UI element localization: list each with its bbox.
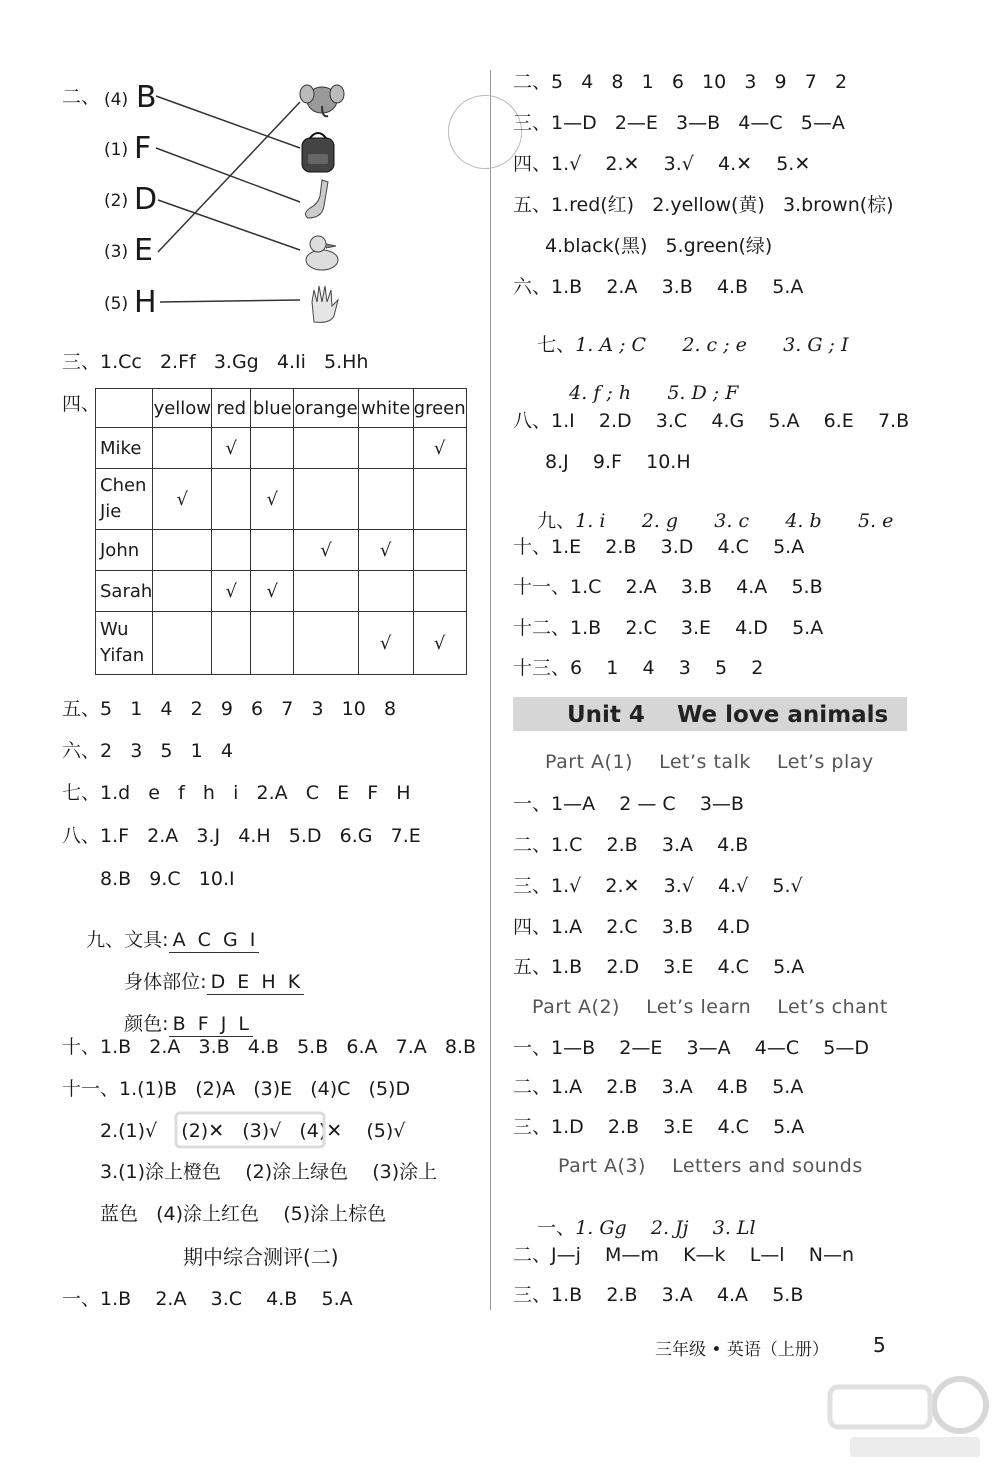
duck-icon <box>300 230 348 276</box>
handwritten-answer: 4. b <box>785 510 822 532</box>
table-cell <box>294 612 358 675</box>
match-letter: H <box>134 285 157 320</box>
table-header: red <box>212 389 251 428</box>
handwritten-answer: 3. G ; I <box>783 334 849 356</box>
answer-line: 二、5 4 8 1 6 10 3 9 7 2 <box>513 71 848 93</box>
fill-in-answer: A C G I <box>169 929 260 953</box>
match-line <box>158 200 300 250</box>
row-name: Mike <box>96 428 153 469</box>
table-cell: √ <box>251 571 294 612</box>
match-letter: F <box>134 131 152 166</box>
match-num: (2) <box>104 191 129 211</box>
table-cell <box>212 530 251 571</box>
answer-line: 8.J 9.F 10.H <box>545 451 691 473</box>
answer-line: 十、1.E 2.B 3.D 4.C 5.A <box>513 536 805 558</box>
fill-in-answer: B F J L <box>169 1013 253 1037</box>
table-corner <box>96 389 153 428</box>
table-header: green <box>413 389 466 428</box>
answer-line: 五、1.red(红) 2.yellow(黄) 3.brown(棕) <box>513 194 894 216</box>
row-name: John <box>96 530 153 571</box>
table-cell <box>294 571 358 612</box>
answer-line: 二、1.A 2.B 3.A 4.B 5.A <box>513 1076 804 1098</box>
handwritten-answer: 2. c ; e <box>682 334 747 356</box>
table-cell <box>358 469 413 530</box>
table-cell: √ <box>358 530 413 571</box>
table-cell <box>413 469 466 530</box>
table-cell <box>251 612 294 675</box>
answer-line: 一、1.B 2.A 3.C 4.B 5.A <box>62 1288 353 1310</box>
answer-line: 三、1.Cc 2.Ff 3.Gg 4.Ii 5.Hh <box>62 351 369 373</box>
table-cell: √ <box>212 571 251 612</box>
handwritten-answer: 3. c <box>714 510 750 532</box>
color-table <box>95 388 467 675</box>
answer-line: 2.(1)√ (2)✕ (3)√ (4)✕ (5)√ <box>100 1120 406 1142</box>
bag-icon <box>296 128 340 176</box>
table-cell: √ <box>358 612 413 675</box>
table-cell <box>153 530 212 571</box>
table-cell: √ <box>413 428 466 469</box>
table-cell <box>212 469 251 530</box>
answer-prefix: 九、 <box>537 510 576 532</box>
handwritten-answer: 5. e <box>857 510 894 532</box>
table-cell <box>212 612 251 675</box>
match-line <box>156 148 300 202</box>
match-letter: E <box>134 233 153 268</box>
answer-line: 十一、1.C 2.A 3.B 4.A 5.B <box>513 576 823 598</box>
table-cell <box>294 469 358 530</box>
table-cell <box>358 428 413 469</box>
match-line <box>158 102 300 252</box>
table-row <box>96 612 467 675</box>
table-cell <box>413 530 466 571</box>
watermark-graphic <box>170 1105 330 1155</box>
answer-line: 4.black(黑) 5.green(绿) <box>545 235 773 257</box>
answer-line: 八、1.F 2.A 3.J 4.H 5.D 6.G 7.E <box>62 825 421 847</box>
watermark-logo-icon <box>820 1365 990 1465</box>
page-footer: 三年级 • 英语（上册） <box>655 1340 829 1360</box>
table-header: yellow <box>153 389 212 428</box>
match-line <box>160 300 300 302</box>
handwritten-answer: 1. Gg <box>575 1217 627 1239</box>
answer-line: 十三、6 1 4 3 5 2 <box>513 657 764 679</box>
table-row <box>96 571 467 612</box>
section-label: 二、 <box>62 86 101 108</box>
answer-line: 8.B 9.C 10.I <box>100 868 235 890</box>
match-num: (5) <box>104 294 129 314</box>
answer-line: 七、1.d e f h i 2.A C E F H <box>62 782 411 804</box>
handwritten-answer: 5. D ; F <box>667 382 739 404</box>
part-heading: Part A(1) Let’s talk Let’s play <box>545 751 874 773</box>
answer-line: 四、1.√ 2.✕ 3.√ 4.✕ 5.✕ <box>513 153 811 175</box>
answer-line: 五、1.B 2.D 3.E 4.C 5.A <box>513 956 805 978</box>
elephant-icon <box>298 76 346 120</box>
table-cell: √ <box>212 428 251 469</box>
foot-icon <box>300 178 340 222</box>
row-name: Sarah <box>96 571 153 612</box>
answer-line: 二、J—j M—m K—k L—l N—n <box>513 1244 854 1266</box>
handwritten-answer: 3. Ll <box>712 1217 756 1239</box>
table-cell: √ <box>294 530 358 571</box>
match-line <box>156 96 300 148</box>
answer-line: 六、1.B 2.A 3.B 4.B 5.A <box>513 276 804 298</box>
table-cell <box>294 428 358 469</box>
answer-line: 十一、1.(1)B (2)A (3)E (4)C (5)D <box>62 1078 411 1100</box>
row-name: Chen Jie <box>96 469 153 530</box>
hand-icon <box>304 282 344 326</box>
handwritten-answer: 2. g <box>641 510 679 532</box>
table-cell <box>153 428 212 469</box>
answer-line: 五、5 1 4 2 9 6 7 3 10 8 <box>62 698 397 720</box>
table-row <box>96 530 467 571</box>
answer-line: 三、1—D 2—E 3—B 4—C 5—A <box>513 112 845 134</box>
match-letter: B <box>136 80 157 115</box>
answer-prefix: 七、 <box>537 334 576 356</box>
table-header: orange <box>294 389 358 428</box>
handwritten-answer: 4. f ; h <box>569 382 632 404</box>
unit-title: Unit 4 We love animals <box>567 702 889 728</box>
answer-line: 蓝色 (4)涂上红色 (5)涂上棕色 <box>100 1203 387 1225</box>
table-cell: √ <box>413 612 466 675</box>
table-cell <box>358 571 413 612</box>
answer-line: 十、1.B 2.A 3.B 4.B 5.B 6.A 7.A 8.B <box>62 1036 477 1058</box>
table-cell <box>413 571 466 612</box>
answer-line: 四、1.A 2.C 3.B 4.D <box>513 916 750 938</box>
answer-line: 一、1—B 2—E 3—A 4—C 5—D <box>513 1037 870 1059</box>
table-header: white <box>358 389 413 428</box>
table-cell: √ <box>153 469 212 530</box>
part-heading: Part A(3) Letters and sounds <box>558 1155 863 1177</box>
answer-prefix: 一、 <box>537 1217 576 1239</box>
match-num: (1) <box>104 140 129 160</box>
match-num: (3) <box>104 242 129 262</box>
answer-prefix: 九、文具: <box>86 929 169 951</box>
table-header: blue <box>251 389 294 428</box>
table-row <box>96 428 467 469</box>
answer-prefix: 颜色: <box>124 1013 169 1035</box>
answer-line: 3.(1)涂上橙色 (2)涂上绿色 (3)涂上 <box>100 1161 438 1183</box>
table-cell <box>153 612 212 675</box>
handwritten-answer: 1. i <box>575 510 606 532</box>
answer-line: 十二、1.B 2.C 3.E 4.D 5.A <box>513 617 824 639</box>
handwritten-answer: 2. Jj <box>650 1217 689 1239</box>
answer-prefix: 身体部位: <box>124 971 207 993</box>
answer-line: 三、1.√ 2.✕ 3.√ 4.√ 5.√ <box>513 875 803 897</box>
match-letter: D <box>134 182 158 217</box>
table-cell <box>153 571 212 612</box>
row-name: Wu Yifan <box>96 612 153 675</box>
part-heading: Part A(2) Let’s learn Let’s chant <box>532 996 888 1018</box>
answer-line: 六、2 3 5 1 4 <box>62 740 233 762</box>
page-number: 5 <box>873 1333 886 1357</box>
answer-line: 一、1—A 2 — C 3—B <box>513 793 744 815</box>
handwritten-answer: 1. A ; C <box>575 334 647 356</box>
answer-line: 八、1.I 2.D 3.C 4.G 5.A 6.E 7.B <box>513 410 910 432</box>
answer-line: 三、1.B 2.B 3.A 4.A 5.B <box>513 1284 804 1306</box>
section-title: 期中综合测评(二) <box>183 1245 339 1269</box>
table-cell <box>251 428 294 469</box>
section-label: 四、 <box>62 393 101 415</box>
column-divider <box>490 70 491 1310</box>
table-cell <box>251 530 294 571</box>
fill-in-answer: D E H K <box>207 971 305 995</box>
table-row <box>96 469 467 530</box>
table-cell: √ <box>251 469 294 530</box>
answer-line: 二、1.C 2.B 3.A 4.B <box>513 834 749 856</box>
table-header-row <box>96 389 467 428</box>
match-num: (4) <box>104 90 129 110</box>
answer-line: 三、1.D 2.B 3.E 4.C 5.A <box>513 1116 805 1138</box>
